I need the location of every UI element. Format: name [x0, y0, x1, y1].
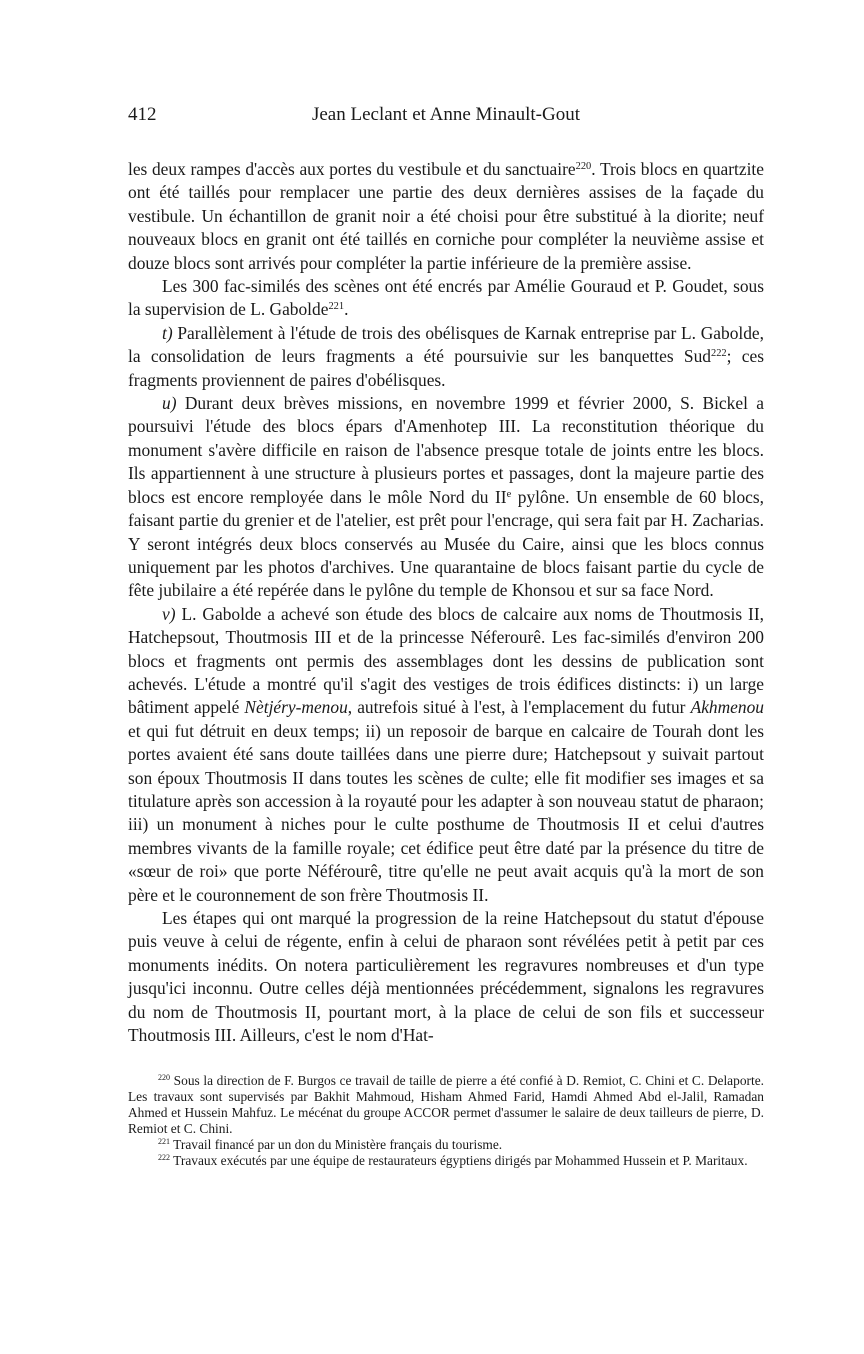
- footnotes: [128, 1073, 764, 1169]
- paragraph: Les étapes qui ont marqué la progression de la reine Hatchepsout du statut d'épouse puis veuve à celui de régente, enfin à celui de pharaon sont révélées petit à petit par ces monuments inédits. On notera particulièrement les regravures nombreuses et d'un type jusqu'ici inconnu. Outre celles déjà mentionnées précédemment, signalons les regravures du nom de Thoutmosis II, pourtant mort, à la place de celui de son fils et successeur Thoutmosis III. Ailleurs, c'est le nom d'Hat-: [128, 908, 764, 1046]
- footnote-number: 222: [158, 1153, 171, 1163]
- ordinal-superscript: e: [506, 488, 512, 500]
- paragraph: Les 300 fac-similés des scènes ont été encrés par Amélie Gouraud et P. Goudet, sous la supervision de L. Gabolde$^{221}$.: [128, 276, 764, 320]
- footnote-ref[interactable]: 222: [710, 348, 727, 359]
- footnote-number: 221: [158, 1137, 171, 1147]
- item-label: t): [162, 322, 173, 343]
- footnote: $^{222}$ Travaux exécutés par une équipe de restaurateurs égyptiens dirigés par Mohammed Hussein et P. Maritaux.: [158, 1153, 748, 1168]
- paragraph: t) Parallèlement à l'étude de trois des obélisques de Karnak entreprise par L. Gabolde, la consolidation de leurs fragments a été poursuivie sur les banquettes Sud$^{222}$; ces fragments proviennent de paires d'obélisques.: [128, 322, 765, 390]
- page-number: 412: [128, 104, 157, 125]
- item-label: u): [162, 393, 177, 414]
- page-header: [128, 104, 764, 132]
- footnote: $^{221}$ Travail financé par un don du Ministère français du tourisme.: [158, 1137, 503, 1152]
- item-label: v): [162, 603, 176, 624]
- paragraph: u) Durant deux brèves missions, en novembre 1999 et février 2000, S. Bickel a poursuivi l'étude des blocs épars d'Amenhotep III. La reconstitution théorique du monument s'avère difficile en raison de l'absence presque totale de joints entre les blocs. Ils appartiennent à une structure à plusieurs portes et passages, dont la majeure partie des blocs est encore remployée dans le môle Nord du IIe pylône. Un ensemble de 60 blocs, faisant partie du grenier et de l'atelier, est prêt pour l'encrage, qui sera fait par H. Zacharias. Y seront intégrés deux blocs conservés au Musée du Caire, ainsi que les blocs connus uniquement par les photos d'archives. Une quarantaine de blocs faisant partie du cycle de fête jubilaire a été repérée dans le pylône du temple de Khonsou et sur sa face Nord.: [128, 393, 764, 601]
- footnote-ref[interactable]: 220: [575, 160, 592, 172]
- italic-term: Akhmenou: [690, 697, 764, 718]
- footnote: $^{220}$ Sous la direction de F. Burgos ce travail de taille de pierre a été confié à D. Remiot, C. Chini et C. Delaporte. Les travaux sont supervisés par Bakhit Mahmoud, Hisham Ahmed Farid, Hamdi Ahmed Abd el-Jalil, Ramadan Ahmed et Hussein Mahfuz. Le mécénat du groupe ACCOR permet d'assumer le salaire de deux tailleurs de pierre, D. Remiot et C. Chini.: [128, 1073, 764, 1136]
- paragraph: les deux rampes d'accès aux portes du vestibule et du sanctuaire$^{220}$. Trois blocs en quartzite ont été taillés pour remplacer une partie des deux dernières assises de la façade du vestibule. Un échantillon de granit noir a été choisi pour être substitué à la diorite; neuf nouveaux blocs en granit ont été taillés en corniche pour compléter la neuvième assise et douze blocs sont arrivés pour compléter la partie inférieure de la première assise.: [128, 159, 764, 273]
- footnote-ref[interactable]: 221: [328, 301, 345, 313]
- running-head: Jean Leclant et Anne Minault-Gout: [311, 104, 581, 125]
- body-text: [128, 158, 764, 1047]
- footnote-number: 220: [158, 1073, 171, 1083]
- italic-term: Nètjéry-menou: [244, 697, 348, 718]
- paragraph: v) L. Gabolde a achevé son étude des blocs de calcaire aux noms de Thoutmosis II, Hatchepsout, Thoutmosis III et de la princesse Néferourê. Les fac-similés d'environ 200 blocs et fragments ont permis des assemblages dont les dessins de publication sont achevés. L'étude a montré qu'il s'agit des vestiges de trois édifices distincts: i) un large bâtiment appelé Nètjéry-menou, autrefois situé à l'est, à l'emplacement du futur Akhmenou et qui fut détruit en deux temps; ii) un reposoir de barque en calcaire de Tourah dont les portes avaient été sans doute taillées dans une pierre dure; Hatchepsout y suivait partout son époux Thoutmosis II dans toutes les scènes de culte; elle fit modifier ses images et sa titulature après son accession à la royauté pour les adapter à son nouveau statut de pharaon; iii) un monument à niches pour le culte posthume de Thoutmosis II et celui d'autres membres vivants de la famille royale; cet édifice peut être daté par la présence du titre de «sœur de roi» que porte Néférourê, titre qu'elle ne peut avait acquis qu'à la mort de son père et le couronnement de son frère Thoutmosis II.: [128, 603, 764, 905]
